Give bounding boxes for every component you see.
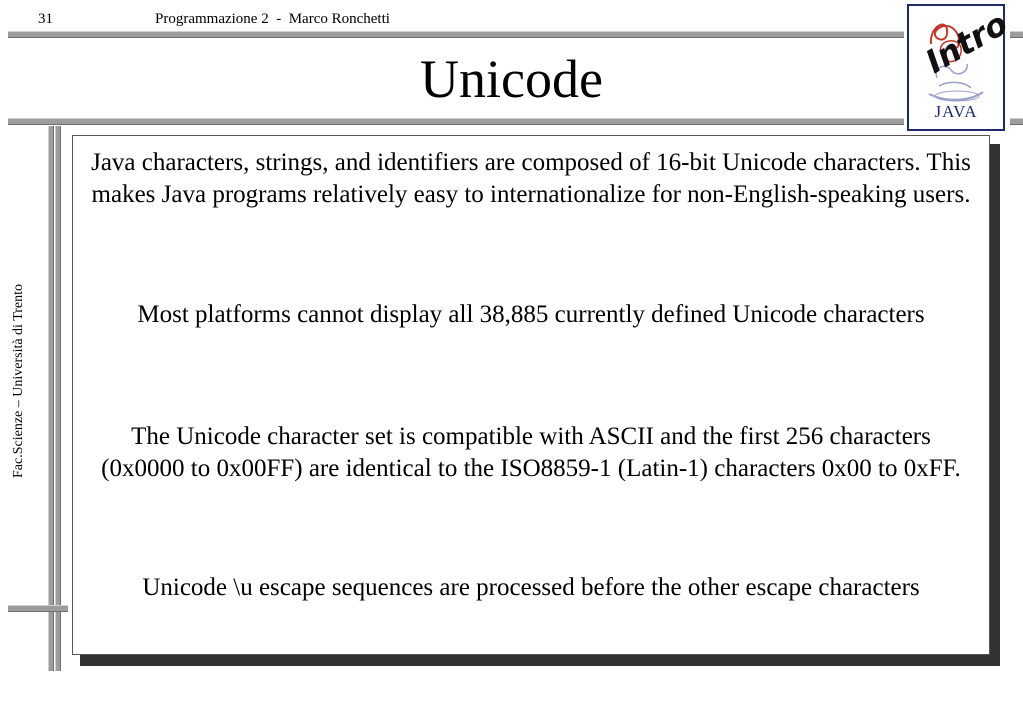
title-rule (8, 118, 904, 125)
course-author-header: Programmazione 2 - Marco Ronchetti (155, 11, 390, 27)
slide-title: Unicode (420, 49, 603, 109)
header-rule (8, 31, 904, 38)
logo-bottom-text: JAVA (934, 102, 978, 121)
paragraph-platform-display: Most platforms cannot display all 38,885 currently defined Unicode characters (137, 301, 925, 328)
paragraph-ascii-compatibility: The Unicode character set is compatible with ASCII and the first 256 characters (0x0000 to 0x00FF) are identical to the ISO8859-1 (Latin-1) characters 0x00 to 0xFF. (101, 423, 961, 482)
side-bar-right (55, 126, 61, 671)
content-box (72, 135, 990, 655)
side-bar-left (48, 126, 54, 671)
page-number: 31 (38, 11, 53, 27)
paragraph-escape-sequences: Unicode \u escape sequences are processed before the other escape characters (142, 574, 920, 601)
logo-top-text: Intro (919, 4, 1014, 81)
paragraph-unicode-characters: Java characters, strings, and identifiers are composed of 16-bit Unicode characters. This makes Java programs relatively easy to internationalize for non-English-speaking users. (91, 149, 971, 208)
side-rule (8, 605, 68, 612)
faculty-label: Fac.Scienze – Università di Trento (11, 283, 26, 478)
intro-java-logo-icon (907, 4, 1014, 131)
title-rule-right (1010, 118, 1023, 125)
